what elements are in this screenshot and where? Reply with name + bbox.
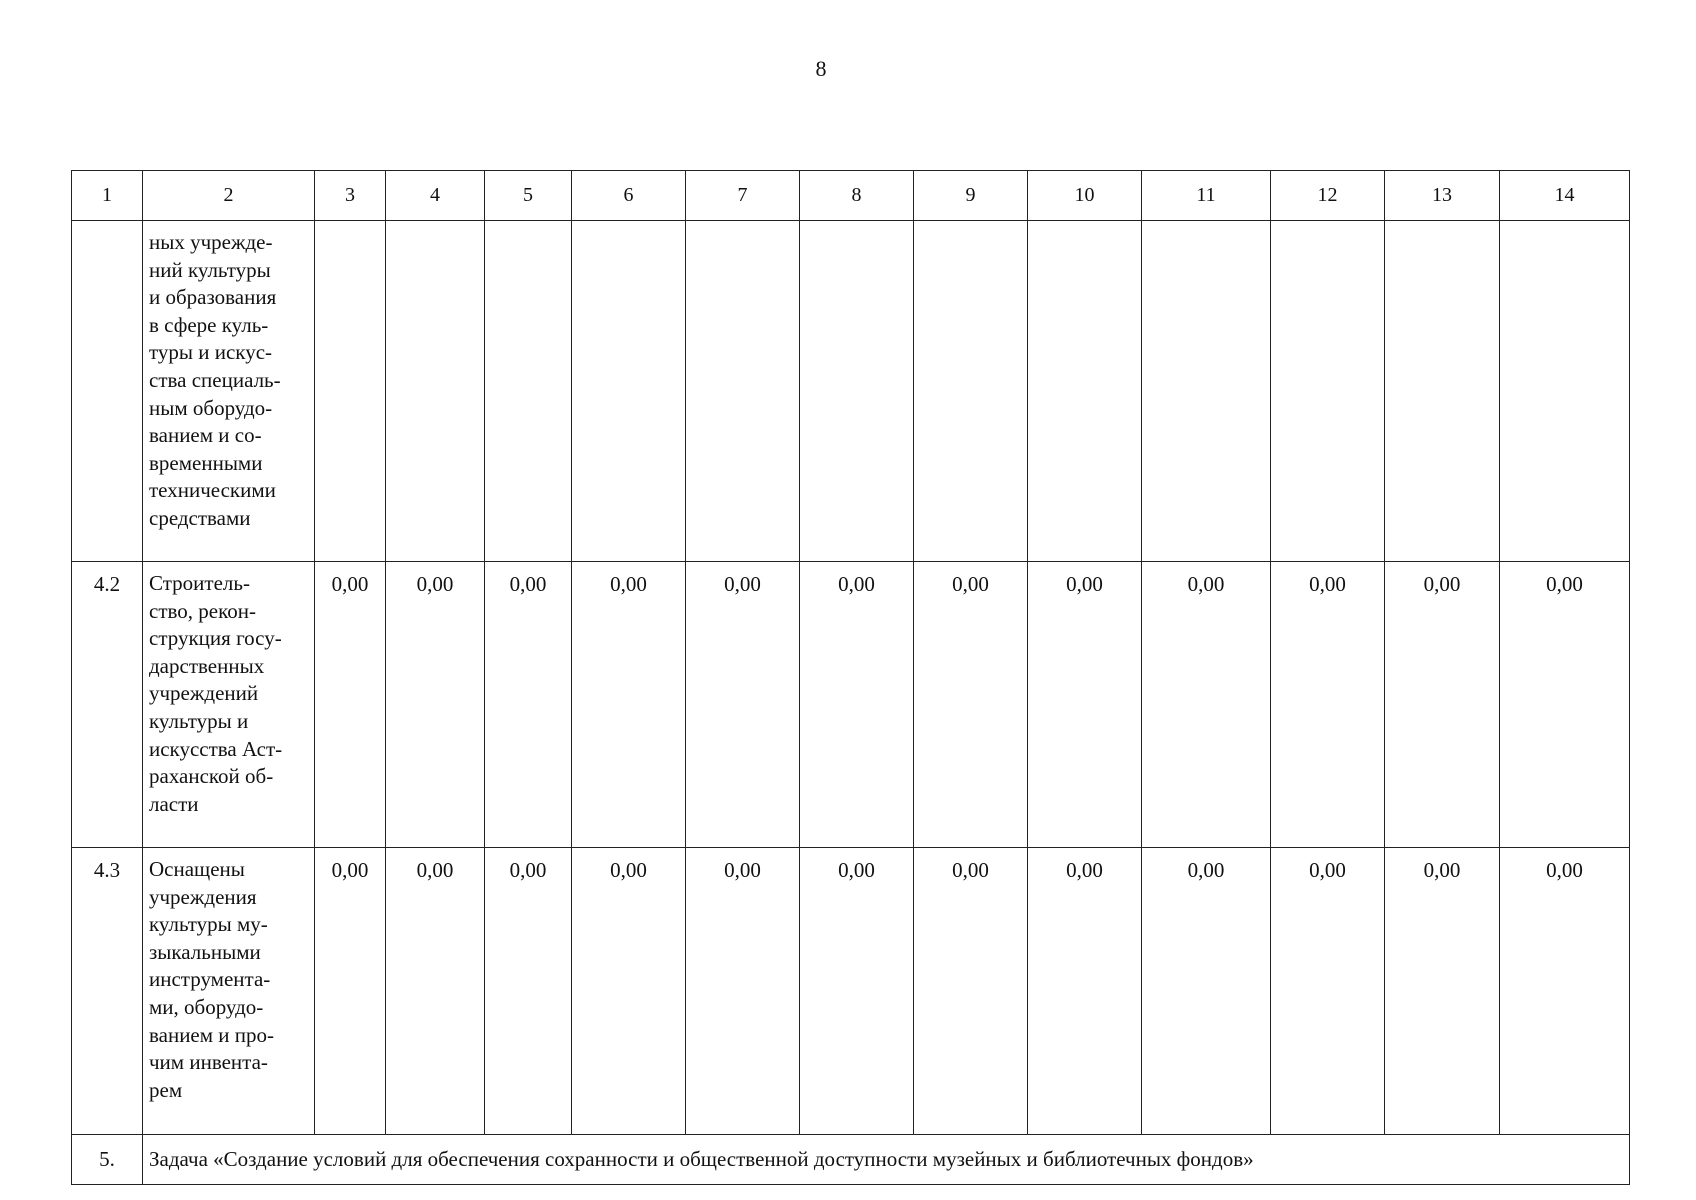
value-cell: 0,00 bbox=[386, 562, 485, 848]
header-cell: 14 bbox=[1500, 171, 1630, 221]
description-line: и образования bbox=[149, 285, 277, 310]
description-line: Оснащены bbox=[149, 857, 245, 881]
description-line: туры и искус- bbox=[149, 340, 273, 365]
header-cell: 12 bbox=[1271, 171, 1385, 221]
description-line: Строитель- bbox=[149, 571, 250, 595]
description-line: культуры му- bbox=[149, 912, 268, 937]
value-cell: 0,00 bbox=[1385, 848, 1500, 1135]
value-cell: 0,00 bbox=[1271, 562, 1385, 848]
value-cell bbox=[800, 221, 914, 562]
value-cell: 0,00 bbox=[315, 848, 386, 1135]
task-description: Задача «Создание условий для обеспечения сохранности и общественной доступности музейных и библиотечных фондов» bbox=[143, 1135, 1630, 1185]
value-cell bbox=[485, 221, 572, 562]
description-line: учреждения bbox=[149, 884, 257, 909]
value-cell bbox=[1271, 221, 1385, 562]
description-line: ний культуры bbox=[149, 257, 271, 282]
row-description bbox=[143, 848, 315, 1135]
value-cell: 0,00 bbox=[1142, 562, 1271, 848]
value-cell: 0,00 bbox=[914, 848, 1028, 1135]
value-cell: 0,00 bbox=[1271, 848, 1385, 1135]
program-table bbox=[71, 170, 1630, 1185]
header-cell: 6 bbox=[572, 171, 686, 221]
table-row bbox=[72, 221, 1630, 562]
value-cell bbox=[1142, 221, 1271, 562]
value-cell: 0,00 bbox=[1142, 848, 1271, 1135]
description-line: зыкальными bbox=[149, 939, 261, 964]
value-cell: 0,00 bbox=[1028, 848, 1142, 1135]
description-line: техническими bbox=[149, 478, 276, 503]
description-line: искусства Аст- bbox=[149, 736, 283, 761]
page-number: 8 bbox=[815, 56, 827, 81]
description-line: ми, оборудо- bbox=[149, 994, 264, 1019]
description-line: дарственных bbox=[149, 653, 265, 678]
description-line: ванием и про- bbox=[149, 1022, 275, 1047]
header-cell: 1 bbox=[72, 171, 143, 221]
description-line: струкция госу- bbox=[149, 626, 282, 651]
row-description bbox=[143, 221, 315, 562]
value-cell: 0,00 bbox=[1500, 562, 1630, 848]
value-cell bbox=[572, 221, 686, 562]
value-cell: 0,00 bbox=[800, 848, 914, 1135]
description-line: ным оборудо- bbox=[149, 395, 273, 420]
value-cell: 0,00 bbox=[800, 562, 914, 848]
description-line: ласти bbox=[149, 791, 199, 816]
value-cell: 0,00 bbox=[485, 848, 572, 1135]
table-row bbox=[72, 562, 1630, 848]
value-cell bbox=[1028, 221, 1142, 562]
description-line: рем bbox=[149, 1077, 183, 1102]
header-cell: 3 bbox=[315, 171, 386, 221]
row-number bbox=[72, 221, 143, 562]
description-line: культуры и bbox=[149, 708, 249, 733]
value-cell bbox=[914, 221, 1028, 562]
value-cell: 0,00 bbox=[572, 562, 686, 848]
header-cell: 8 bbox=[800, 171, 914, 221]
header-cell: 13 bbox=[1385, 171, 1500, 221]
description-line: учреждений bbox=[149, 681, 259, 706]
description-line: чим инвента- bbox=[149, 1050, 268, 1075]
value-cell bbox=[315, 221, 386, 562]
value-cell bbox=[1385, 221, 1500, 562]
task-row bbox=[72, 1135, 1630, 1185]
header-cell: 7 bbox=[686, 171, 800, 221]
description-line: ства специаль- bbox=[149, 367, 281, 392]
header-cell: 2 bbox=[143, 171, 315, 221]
description-line: ство, рекон- bbox=[149, 598, 256, 623]
row-number: 4.2 bbox=[72, 562, 143, 848]
value-cell bbox=[686, 221, 800, 562]
table-row bbox=[72, 848, 1630, 1135]
description-line: временными bbox=[149, 450, 263, 475]
value-cell: 0,00 bbox=[1500, 848, 1630, 1135]
description-line: раханской об- bbox=[149, 764, 274, 789]
header-cell: 4 bbox=[386, 171, 485, 221]
header-cell: 9 bbox=[914, 171, 1028, 221]
description-line: ванием и со- bbox=[149, 423, 262, 448]
value-cell: 0,00 bbox=[686, 848, 800, 1135]
value-cell: 0,00 bbox=[315, 562, 386, 848]
value-cell: 0,00 bbox=[1028, 562, 1142, 848]
header-cell: 10 bbox=[1028, 171, 1142, 221]
header-cell: 11 bbox=[1142, 171, 1271, 221]
value-cell: 0,00 bbox=[1385, 562, 1500, 848]
value-cell: 0,00 bbox=[572, 848, 686, 1135]
row-number: 5. bbox=[72, 1135, 143, 1185]
value-cell: 0,00 bbox=[686, 562, 800, 848]
value-cell: 0,00 bbox=[914, 562, 1028, 848]
description-line: в сфере куль- bbox=[149, 312, 269, 337]
description-line: средствами bbox=[149, 505, 251, 530]
description-line: ных учрежде- bbox=[149, 230, 273, 254]
value-cell bbox=[1500, 221, 1630, 562]
row-description bbox=[143, 562, 315, 848]
header-cell: 5 bbox=[485, 171, 572, 221]
row-number: 4.3 bbox=[72, 848, 143, 1135]
description-line: инструмента- bbox=[149, 967, 271, 992]
value-cell: 0,00 bbox=[386, 848, 485, 1135]
value-cell bbox=[386, 221, 485, 562]
table-header-row bbox=[72, 171, 1630, 221]
value-cell: 0,00 bbox=[485, 562, 572, 848]
